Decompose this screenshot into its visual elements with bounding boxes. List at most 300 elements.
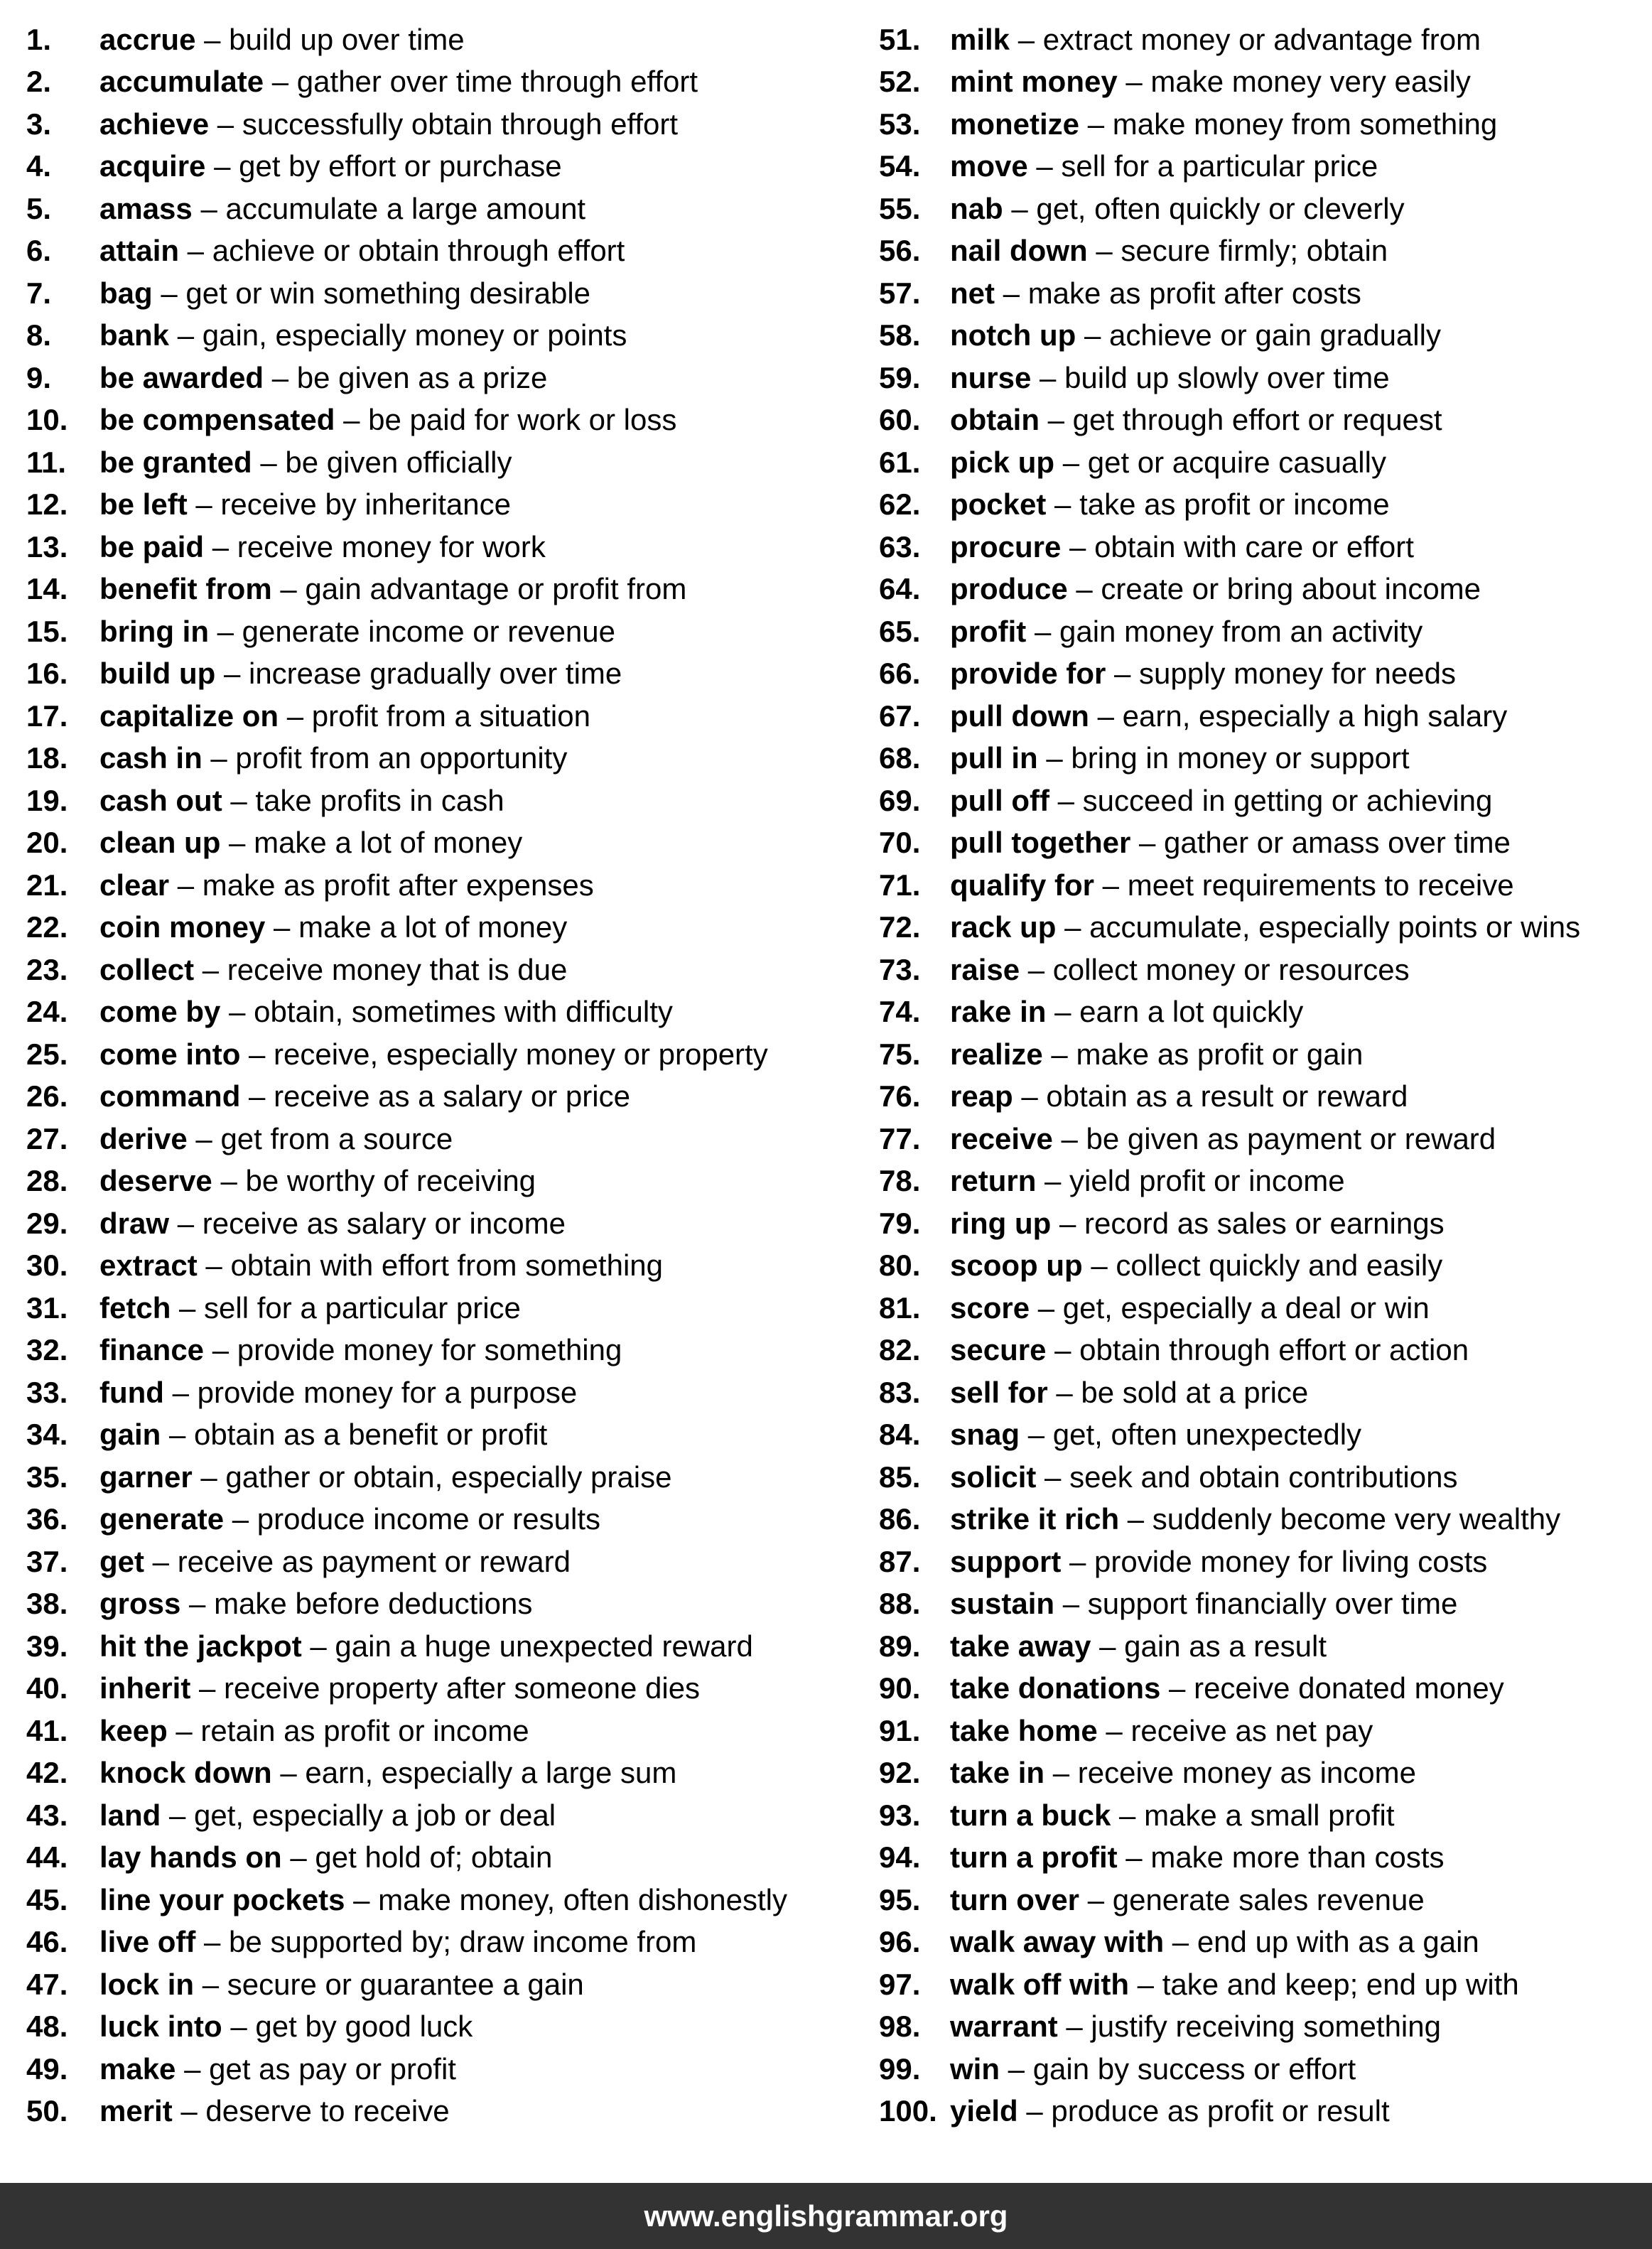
list-item — [26, 653, 826, 696]
item-text — [99, 828, 522, 858]
item-term: inherit — [99, 1671, 191, 1705]
item-number: 3. — [26, 107, 52, 141]
item-term: lock in — [99, 1967, 195, 2001]
list-item — [26, 1583, 826, 1626]
item-number: 83. — [879, 1375, 921, 1409]
item-term: derive — [99, 1121, 188, 1155]
item-text — [950, 1713, 1373, 1747]
list-item — [879, 1076, 1651, 1118]
item-number: 39. — [26, 1629, 68, 1663]
item-text — [950, 67, 1471, 97]
item-text — [950, 574, 1481, 604]
item-text — [950, 360, 1390, 394]
item-term: walk away with — [950, 1925, 1165, 1959]
item-text — [99, 997, 673, 1027]
item-definition: – support financially over time — [1054, 1587, 1458, 1621]
item-definition: – be paid for work or loss — [335, 403, 677, 437]
item-number: 81. — [879, 1290, 921, 1325]
list-item — [26, 526, 826, 568]
item-text — [950, 743, 1410, 773]
item-number: 48. — [26, 2010, 68, 2044]
item-number: 64. — [879, 572, 921, 606]
item-text — [99, 22, 465, 56]
list-item — [879, 357, 1651, 399]
item-definition: – collect money or resources — [1020, 952, 1410, 986]
item-text — [99, 1121, 453, 1155]
item-number: 97. — [879, 1967, 921, 2001]
item-term: gross — [99, 1587, 181, 1621]
item-term: fetch — [99, 1290, 171, 1325]
item-number: 20. — [26, 826, 68, 860]
item-term: cash out — [99, 783, 222, 817]
list-item — [879, 780, 1651, 822]
list-item — [879, 695, 1651, 738]
list-item — [26, 1118, 826, 1160]
item-text — [99, 574, 686, 604]
item-number: 67. — [879, 699, 921, 733]
item-number: 49. — [26, 2051, 68, 2086]
item-text — [99, 1504, 600, 1534]
item-number: 68. — [879, 741, 921, 775]
item-number: 45. — [26, 1882, 68, 1916]
item-term: knock down — [99, 1756, 272, 1790]
list-item — [879, 2048, 1651, 2091]
list-item — [26, 1499, 826, 1541]
list-item — [879, 907, 1651, 949]
list-item — [879, 1330, 1651, 1372]
item-term: take in — [950, 1756, 1045, 1790]
item-definition: – obtain, sometimes with difficulty — [220, 995, 673, 1029]
item-definition: – secure or guarantee a gain — [194, 1967, 584, 2001]
item-number: 86. — [879, 1502, 921, 1536]
list-item — [26, 738, 826, 780]
item-term: keep — [99, 1713, 168, 1747]
item-text — [950, 320, 1441, 350]
list-item — [879, 1499, 1651, 1541]
item-text — [99, 487, 511, 522]
item-definition: – receive money for work — [204, 529, 546, 563]
item-definition: – generate sales revenue — [1079, 1882, 1425, 1916]
item-definition: – gain by success or effort — [1000, 2051, 1356, 2086]
item-definition: – build up slowly over time — [1031, 360, 1390, 394]
item-term: move — [950, 149, 1028, 183]
item-number: 71. — [879, 868, 921, 902]
item-text — [950, 1462, 1457, 1492]
item-definition: – get by good luck — [222, 2010, 473, 2044]
item-definition: – make as profit after expenses — [169, 868, 594, 902]
item-number: 13. — [26, 529, 68, 563]
item-definition: – end up with as a gain — [1164, 1925, 1479, 1959]
item-number: 10. — [26, 403, 68, 437]
list-item — [879, 2091, 1651, 2133]
list-item — [879, 2006, 1651, 2049]
item-term: accrue — [99, 22, 196, 56]
item-term: procure — [950, 529, 1062, 563]
item-number: 11. — [26, 445, 67, 479]
item-definition: – be given officially — [252, 445, 512, 479]
item-number: 15. — [26, 614, 68, 648]
item-term: pick up — [950, 445, 1055, 479]
item-number: 24. — [26, 995, 68, 1029]
item-term: extract — [99, 1248, 198, 1283]
item-text — [950, 2096, 1390, 2126]
item-definition: – take profits in cash — [222, 783, 504, 817]
item-definition: – profit from a situation — [279, 699, 590, 733]
item-definition: – receive money as income — [1044, 1756, 1416, 1790]
item-definition: – deserve to receive — [172, 2094, 450, 2128]
item-definition: – gain money from an activity — [1026, 614, 1423, 648]
item-term: sell for — [950, 1375, 1048, 1409]
item-text — [99, 191, 586, 225]
item-text — [99, 445, 512, 479]
item-definition: – get from a source — [187, 1121, 453, 1155]
item-number: 59. — [879, 360, 921, 394]
item-number: 57. — [879, 276, 921, 310]
item-text — [99, 67, 698, 97]
item-text — [99, 529, 546, 563]
item-term: mint money — [950, 65, 1118, 99]
item-term: hit the jackpot — [99, 1629, 302, 1663]
list-item — [879, 1287, 1651, 1330]
item-term: lay hands on — [99, 1840, 282, 1875]
list-item — [879, 738, 1651, 780]
item-text — [99, 701, 590, 731]
list-item — [879, 1414, 1651, 1457]
item-definition: – be sold at a price — [1047, 1375, 1309, 1409]
item-number: 74. — [879, 995, 921, 1029]
item-definition: – get or win something desirable — [152, 276, 591, 310]
item-text — [99, 1840, 553, 1875]
item-number: 93. — [879, 1798, 921, 1832]
list-column-left — [0, 18, 826, 2132]
item-term: pocket — [950, 487, 1047, 522]
item-term: clear — [99, 868, 170, 902]
item-term: receive — [950, 1121, 1053, 1155]
item-term: return — [950, 1164, 1037, 1198]
list-item — [879, 61, 1651, 104]
list-item — [879, 272, 1651, 315]
list-item — [879, 399, 1651, 442]
item-number: 23. — [26, 952, 68, 986]
item-text — [99, 360, 548, 394]
item-text — [950, 1206, 1445, 1240]
item-number: 96. — [879, 1925, 921, 1959]
item-term: snag — [950, 1418, 1020, 1452]
list-item — [26, 1963, 826, 2006]
item-term: reap — [950, 1079, 1013, 1113]
item-text — [99, 151, 562, 181]
item-text — [99, 1079, 630, 1113]
item-term: attain — [99, 234, 180, 268]
list-item — [879, 1583, 1651, 1626]
item-definition: – create or bring about income — [1067, 572, 1481, 606]
list-item — [879, 1963, 1651, 2006]
item-term: line your pockets — [99, 1882, 345, 1916]
item-definition: – obtain as a benefit or profit — [161, 1418, 548, 1452]
item-definition: – receive donated money — [1160, 1671, 1504, 1705]
item-number: 94. — [879, 1840, 921, 1875]
item-definition: – meet requirements to receive — [1094, 868, 1514, 902]
item-number: 53. — [879, 107, 921, 141]
item-text — [99, 1589, 532, 1619]
item-text — [950, 529, 1414, 563]
item-text — [99, 1967, 584, 2001]
item-term: come by — [99, 995, 221, 1029]
list-item — [879, 230, 1651, 273]
list-item — [26, 1921, 826, 1964]
item-definition: – obtain through effort or action — [1046, 1333, 1469, 1367]
item-definition: – extract money or advantage from — [1010, 22, 1481, 56]
item-definition: – be worthy of receiving — [212, 1164, 536, 1198]
list-item — [879, 1668, 1651, 1710]
item-number: 78. — [879, 1164, 921, 1198]
item-definition: – earn, especially a high salary — [1089, 699, 1508, 733]
item-term: walk off with — [950, 1967, 1129, 2001]
item-text — [99, 109, 678, 139]
item-definition: – justify receiving something — [1057, 2010, 1441, 2044]
item-term: come into — [99, 1037, 241, 1071]
item-number: 91. — [879, 1713, 921, 1747]
item-number: 87. — [879, 1544, 921, 1578]
item-definition: – provide money for a purpose — [163, 1375, 578, 1409]
list-item — [879, 1794, 1651, 1837]
item-text — [950, 870, 1514, 900]
item-number: 89. — [879, 1629, 921, 1663]
item-term: turn over — [950, 1882, 1080, 1916]
list-item — [26, 1541, 826, 1583]
list-item — [26, 1625, 826, 1668]
list-column-right — [826, 18, 1651, 2132]
item-text — [99, 2096, 450, 2126]
item-definition: – increase gradually over time — [215, 657, 622, 691]
item-term: finance — [99, 1333, 205, 1367]
item-definition: – produce income or results — [224, 1502, 600, 1536]
item-number: 29. — [26, 1206, 68, 1240]
item-definition: – be supported by; draw income from — [195, 1925, 697, 1959]
list-item — [879, 1921, 1651, 1964]
item-text — [950, 2051, 1356, 2086]
item-number: 75. — [879, 1037, 921, 1071]
item-number: 30. — [26, 1248, 68, 1283]
list-item — [879, 1752, 1651, 1795]
item-term: luck into — [99, 2010, 222, 2044]
item-text — [99, 1798, 556, 1832]
item-number: 21. — [26, 868, 68, 902]
item-term: qualify for — [950, 868, 1095, 902]
item-text — [99, 1544, 571, 1578]
item-number: 7. — [26, 276, 52, 310]
item-text — [950, 151, 1378, 181]
item-term: merit — [99, 2094, 173, 2128]
item-definition: – make money from something — [1079, 107, 1498, 141]
list-item — [26, 1330, 826, 1372]
item-term: realize — [950, 1037, 1043, 1071]
item-term: cash in — [99, 741, 203, 775]
item-definition: – get as pay or profit — [176, 2051, 456, 2086]
item-number: 16. — [26, 657, 68, 691]
item-definition: – take and keep; end up with — [1129, 1967, 1519, 2001]
item-definition: – gain, especially money or points — [169, 318, 627, 352]
list-item — [879, 1118, 1651, 1160]
item-number: 80. — [879, 1248, 921, 1283]
item-term: collect — [99, 952, 195, 986]
list-item — [26, 610, 826, 653]
list-item — [879, 949, 1651, 991]
item-term: produce — [950, 572, 1068, 606]
list-item — [26, 1287, 826, 1330]
list-item — [26, 103, 826, 146]
item-definition: – gain a huge unexpected reward — [301, 1629, 753, 1663]
item-number: 2. — [26, 65, 52, 99]
list-item — [879, 822, 1651, 865]
item-text — [99, 659, 622, 689]
item-number: 85. — [879, 1460, 921, 1494]
list-item — [879, 568, 1651, 611]
item-definition: – receive, especially money or property — [240, 1037, 768, 1071]
item-number: 56. — [879, 234, 921, 268]
item-term: sustain — [950, 1587, 1055, 1621]
item-term: take home — [950, 1713, 1098, 1747]
item-term: score — [950, 1290, 1030, 1325]
list-item — [879, 18, 1651, 61]
item-number: 90. — [879, 1671, 921, 1705]
item-term: acquire — [99, 149, 206, 183]
item-text — [99, 614, 616, 648]
item-number: 9. — [26, 360, 52, 394]
item-text — [99, 1673, 700, 1703]
item-number: 4. — [26, 149, 52, 183]
item-term: take donations — [950, 1671, 1161, 1705]
item-term: capitalize on — [99, 699, 279, 733]
list-item — [26, 399, 826, 442]
item-number: 72. — [879, 910, 921, 944]
list-item — [26, 695, 826, 738]
item-term: get — [99, 1544, 144, 1578]
item-number: 84. — [879, 1418, 921, 1452]
list-item — [879, 146, 1651, 188]
item-number: 47. — [26, 1967, 68, 2001]
item-definition: – get, especially a deal or win — [1030, 1290, 1430, 1325]
item-number: 69. — [879, 783, 921, 817]
item-text — [99, 236, 625, 266]
item-text — [950, 405, 1442, 435]
item-number: 60. — [879, 403, 921, 437]
item-term: provide for — [950, 657, 1106, 691]
item-term: land — [99, 1798, 161, 1832]
list-item — [879, 1245, 1651, 1288]
list-item — [26, 1752, 826, 1795]
footer-bar — [0, 2183, 1652, 2249]
item-term: ring up — [950, 1206, 1052, 1240]
item-term: monetize — [950, 107, 1080, 141]
item-term: pull together — [950, 826, 1131, 860]
list-item — [879, 1456, 1651, 1499]
item-definition: – get, especially a job or deal — [161, 1798, 556, 1832]
item-term: benefit from — [99, 572, 272, 606]
list-item — [26, 864, 826, 907]
item-definition: – provide money for something — [204, 1333, 622, 1367]
item-definition: – make as profit after costs — [995, 276, 1361, 310]
item-number: 6. — [26, 234, 52, 268]
item-definition: – make before deductions — [180, 1587, 533, 1621]
item-term: nab — [950, 191, 1003, 225]
list-item — [879, 1202, 1651, 1245]
item-number: 5. — [26, 191, 52, 225]
list-item — [26, 907, 826, 949]
item-definition: – record as sales or earnings — [1051, 1206, 1445, 1240]
list-item — [26, 568, 826, 611]
item-term: bank — [99, 318, 170, 352]
item-text — [950, 1629, 1327, 1663]
item-number: 35. — [26, 1460, 68, 1494]
item-term: support — [950, 1544, 1062, 1578]
item-term: profit — [950, 614, 1027, 648]
item-definition: – succeed in getting or achieving — [1049, 783, 1493, 817]
item-text — [950, 952, 1410, 986]
item-definition: – get, often quickly or cleverly — [1003, 191, 1405, 225]
item-number: 46. — [26, 1925, 68, 1959]
item-text — [950, 1673, 1504, 1703]
item-definition: – achieve or obtain through effort — [179, 234, 625, 268]
item-term: pull off — [950, 783, 1049, 817]
list-item — [26, 2091, 826, 2133]
item-text — [950, 191, 1405, 225]
item-text — [99, 1882, 787, 1916]
item-term: garner — [99, 1460, 193, 1494]
item-number: 14. — [26, 572, 68, 606]
item-term: win — [950, 2051, 1000, 2086]
item-number: 92. — [879, 1756, 921, 1790]
item-definition: – sell for a particular price — [171, 1290, 521, 1325]
item-text — [950, 1758, 1416, 1788]
item-text — [99, 320, 627, 350]
item-term: command — [99, 1079, 241, 1113]
item-definition: – receive as payment or reward — [144, 1544, 571, 1578]
item-number: 38. — [26, 1587, 68, 1621]
item-term: amass — [99, 191, 193, 225]
item-term: bring in — [99, 614, 209, 648]
item-text — [950, 1967, 1519, 2001]
item-term: turn a profit — [950, 1840, 1118, 1875]
item-definition: – make a lot of money — [265, 910, 568, 944]
list-item — [879, 653, 1651, 696]
list-item — [26, 315, 826, 357]
list-item — [879, 1160, 1651, 1203]
item-number: 88. — [879, 1587, 921, 1621]
item-term: warrant — [950, 2010, 1058, 2044]
list-item — [26, 1076, 826, 1118]
item-definition: – accumulate a large amount — [192, 191, 586, 225]
item-term: be granted — [99, 445, 252, 479]
list-item — [26, 230, 826, 273]
item-text — [950, 276, 1361, 310]
item-number: 55. — [879, 191, 921, 225]
item-number: 28. — [26, 1164, 68, 1198]
item-term: raise — [950, 952, 1020, 986]
item-text — [950, 1248, 1443, 1283]
item-text — [99, 2012, 473, 2042]
item-definition: – make as profit or gain — [1042, 1037, 1364, 1071]
list-item — [879, 1625, 1651, 1668]
list-item — [26, 991, 826, 1034]
item-definition: – get, often unexpectedly — [1020, 1418, 1362, 1452]
list-item — [26, 1668, 826, 1710]
item-number: 22. — [26, 910, 68, 944]
item-text — [950, 1544, 1488, 1578]
item-number: 54. — [879, 149, 921, 183]
list-item — [26, 1245, 826, 1288]
item-text — [99, 405, 676, 435]
